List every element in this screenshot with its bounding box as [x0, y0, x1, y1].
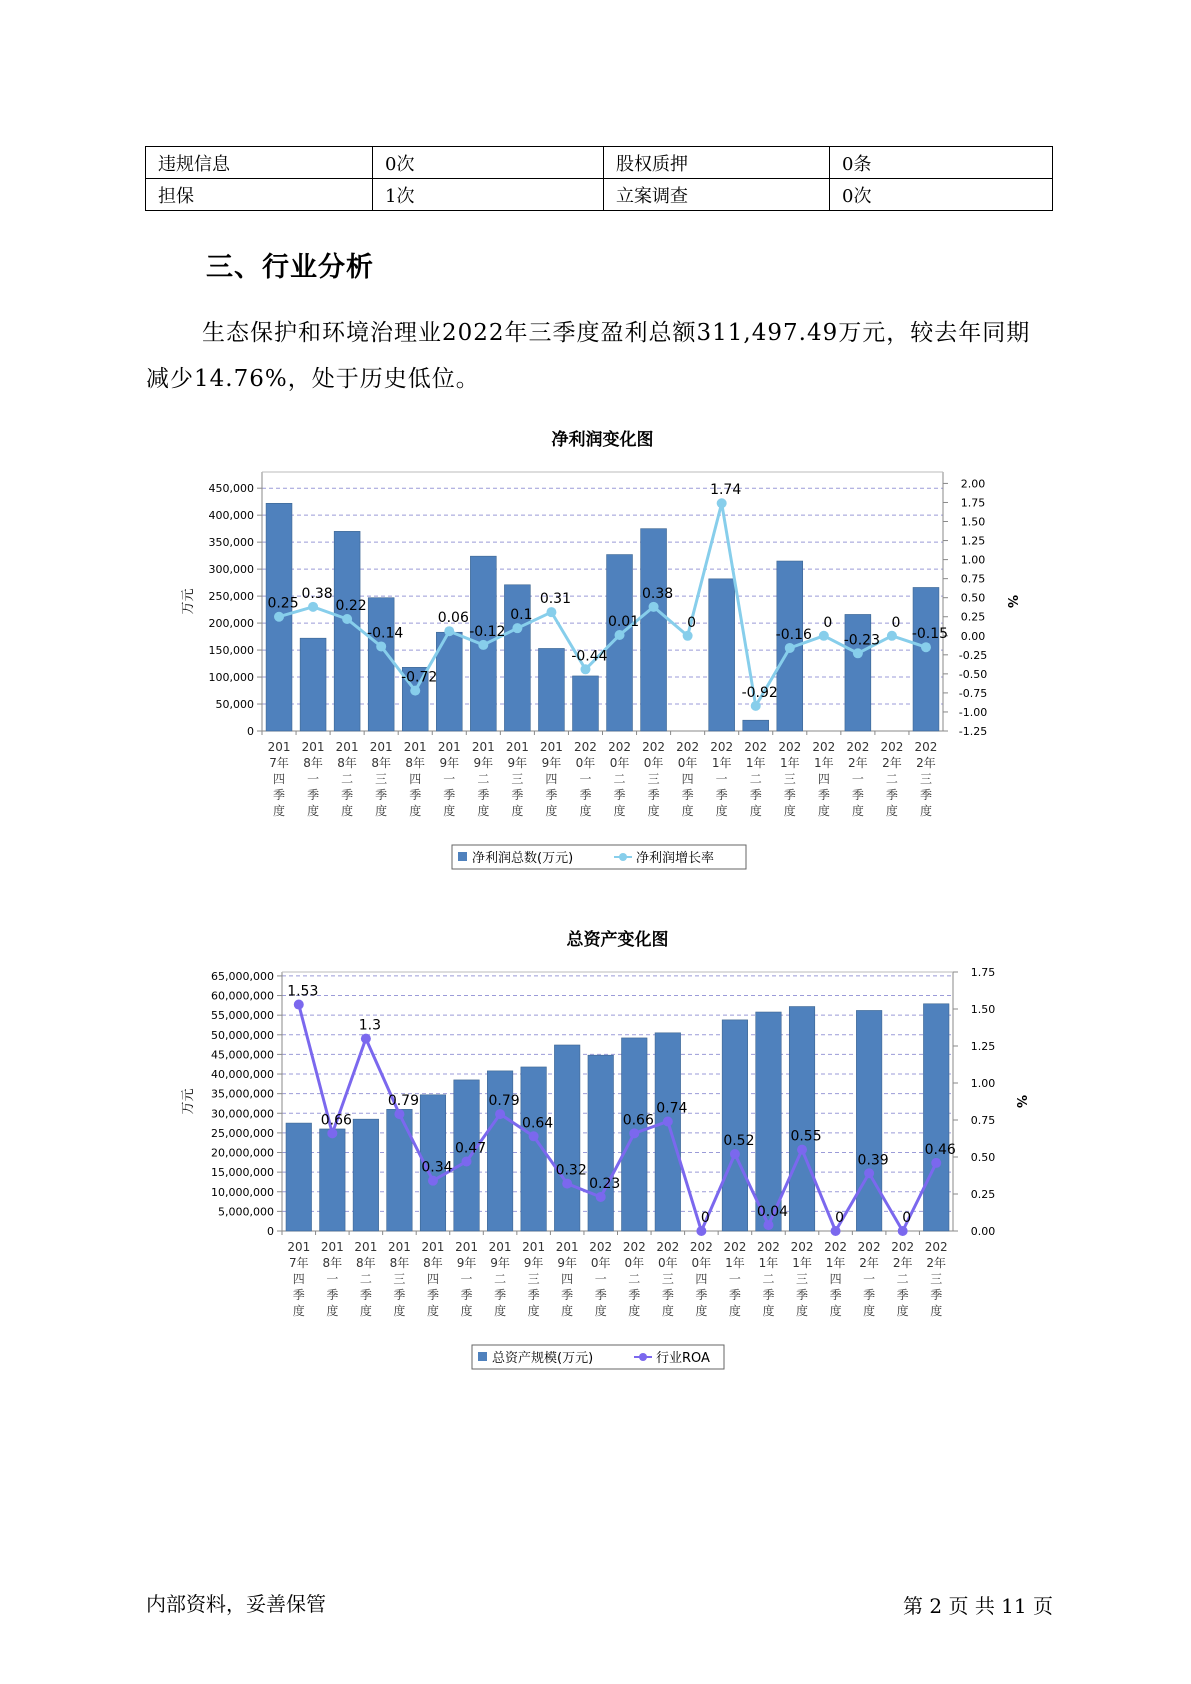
data-label: 0.34	[421, 1159, 453, 1176]
y-tick-label-right: 0.00	[970, 1225, 996, 1238]
data-label: -0.92	[741, 684, 778, 701]
x-tick-label: 202 2年一季度	[857, 1240, 881, 1318]
y-tick-label-left: 300,000	[208, 563, 254, 577]
data-label: 0	[700, 1210, 710, 1226]
legend-line-marker	[639, 1353, 647, 1361]
x-tick-label: 202 1年二季度	[744, 740, 768, 818]
x-tick-label: 201 9年二季度	[488, 1240, 512, 1318]
x-tick-label: 201 9年三季度	[522, 1240, 546, 1318]
line-point	[615, 630, 625, 640]
table-cell: 股权质押	[604, 147, 830, 179]
bar	[368, 598, 394, 731]
line-point	[797, 1145, 807, 1155]
data-label: 0.22	[335, 598, 367, 615]
data-label: 0.1	[510, 607, 533, 624]
y-axis-label-left: 万元	[181, 1088, 196, 1115]
x-tick-label: 202 2年二季度	[880, 740, 904, 818]
chart-title: 总资产变化图	[566, 930, 669, 950]
y-tick-label-left: 400,000	[208, 509, 254, 523]
x-tick-label: 201 8年一季度	[320, 1240, 344, 1318]
table-cell: 0次	[373, 147, 604, 179]
data-label: 0.23	[589, 1175, 621, 1192]
line-point	[819, 631, 829, 641]
y-tick-label-right: 0.75	[960, 572, 986, 586]
table-cell: 0次	[830, 179, 1053, 211]
x-tick-label: 201 8年四季度	[421, 1240, 445, 1318]
x-tick-label: 201 9年一季度	[455, 1240, 478, 1318]
chart-title: 净利润变化图	[551, 430, 654, 450]
x-tick-label: 201 9年二季度	[471, 740, 495, 818]
y-tick-label-right: -0.75	[958, 686, 988, 700]
data-label: 0.31	[539, 591, 572, 608]
data-label: -0.16	[775, 626, 812, 643]
legend-bar-swatch	[478, 1352, 487, 1361]
y-tick-label-left: 150,000	[208, 644, 254, 658]
data-label: 0.25	[267, 595, 299, 612]
line-point	[462, 1156, 472, 1166]
bar	[856, 1010, 881, 1231]
y-tick-label-left: 40,000,000	[211, 1068, 274, 1082]
bar	[334, 531, 360, 731]
y-tick-label-left: 5,000,000	[218, 1205, 274, 1219]
legend-bar-label: 总资产规模(万元)	[492, 1351, 594, 1366]
y-tick-label-left: 45,000,000	[211, 1048, 274, 1062]
table-cell: 立案调查	[604, 179, 830, 211]
x-tick-label: 201 9年四季度	[555, 1240, 579, 1318]
line-point	[342, 614, 352, 624]
x-tick-label: 202 0年二季度	[622, 1240, 646, 1318]
x-tick-label: 201 8年一季度	[301, 740, 325, 818]
table-cell: 违规信息	[146, 147, 373, 179]
bar	[387, 1109, 412, 1231]
y-tick-label-right: 1.50	[960, 515, 986, 529]
y-tick-label-right: 1.00	[970, 1077, 996, 1090]
data-label: 0.38	[641, 585, 674, 602]
table-cell: 担保	[146, 179, 373, 211]
line-point	[931, 1158, 941, 1168]
data-label: 0.64	[522, 1115, 554, 1132]
y-tick-label-right: 0.25	[970, 1188, 996, 1201]
table-cell: 0条	[830, 147, 1053, 179]
line-point	[785, 643, 795, 653]
y-tick-label-right: 1.75	[960, 496, 986, 510]
line-point	[562, 1179, 572, 1189]
table-row	[146, 179, 1053, 211]
x-tick-label: 201 8年三季度	[387, 1240, 411, 1318]
data-label: 0	[902, 1210, 912, 1226]
line-point	[529, 1131, 539, 1141]
y-tick-label-right: 1.25	[970, 1040, 996, 1053]
data-label: 1.53	[287, 983, 319, 1000]
x-tick-label: 202 1年一季度	[710, 740, 734, 818]
legend-line-marker	[619, 853, 627, 861]
bar	[286, 1123, 311, 1231]
y-tick-label-right: 0.25	[960, 610, 986, 624]
data-label: -0.15	[911, 626, 949, 643]
x-tick-label: 202 1年三季度	[778, 740, 802, 818]
y-tick-label-left: 20,000,000	[211, 1146, 274, 1160]
data-label: 0.04	[756, 1204, 789, 1221]
bar	[588, 1055, 613, 1231]
risk-info-table	[145, 146, 1053, 211]
data-label: 0.79	[488, 1093, 520, 1110]
x-tick-label: 202 2年三季度	[914, 740, 938, 818]
line-point	[864, 1168, 874, 1178]
data-label: -0.12	[469, 623, 506, 640]
line-point	[649, 602, 659, 612]
data-label: 0	[687, 614, 697, 631]
y-tick-label-left: 50,000	[215, 698, 254, 712]
table-cell: 1次	[373, 179, 604, 211]
bar	[641, 529, 667, 731]
line-point	[717, 498, 727, 508]
line-point	[444, 626, 454, 636]
x-tick-label: 201 9年三季度	[505, 740, 529, 818]
data-label: 0.52	[723, 1133, 755, 1150]
bar	[756, 1012, 781, 1231]
data-label: 0	[835, 1210, 845, 1226]
y-tick-label-left: 100,000	[208, 671, 254, 685]
y-tick-label-left: 35,000,000	[211, 1087, 274, 1101]
line-point	[898, 1226, 908, 1236]
data-label: 1.74	[710, 482, 742, 499]
bar	[923, 1004, 948, 1231]
x-tick-label: 202 0年一季度	[574, 740, 597, 818]
x-tick-label: 202 1年二季度	[757, 1240, 780, 1318]
x-tick-label: 202 0年三季度	[656, 1240, 680, 1318]
y-tick-label-left: 0	[247, 725, 254, 738]
legend-line-label: 行业ROA	[656, 1351, 710, 1366]
bar	[353, 1119, 378, 1231]
data-label: 0.79	[387, 1093, 420, 1110]
x-tick-label: 202 2年一季度	[846, 740, 870, 818]
data-label: 0	[891, 614, 901, 631]
table-row	[146, 147, 1053, 179]
y-tick-label-left: 50,000,000	[211, 1028, 274, 1042]
bar	[300, 638, 326, 731]
section-heading: 三、行业分析	[206, 252, 374, 283]
y-tick-label-right: 0.50	[960, 591, 986, 605]
y-tick-label-right: 0.75	[970, 1114, 996, 1127]
data-label: 0.74	[656, 1100, 688, 1117]
x-tick-label: 202 1年四季度	[812, 740, 836, 818]
y-axis-label-right: %	[1013, 1094, 1028, 1109]
bar	[554, 1045, 579, 1231]
line-point	[410, 686, 420, 696]
x-tick-label: 201 9年四季度	[539, 740, 563, 818]
y-tick-label-left: 10,000,000	[211, 1185, 274, 1199]
bar	[320, 1129, 345, 1231]
line-point	[308, 602, 318, 612]
bar	[538, 648, 564, 731]
line-point	[428, 1176, 438, 1186]
line-point	[294, 1000, 304, 1010]
bar	[573, 676, 599, 731]
x-tick-label: 201 8年二季度	[335, 740, 359, 818]
y-tick-label-left: 15,000,000	[211, 1166, 274, 1180]
bar	[655, 1033, 680, 1231]
y-tick-label-right: 0.00	[960, 629, 986, 643]
data-label: 0.38	[301, 585, 333, 602]
legend-line-label: 净利润增长率	[636, 851, 715, 866]
footer-page-number: 第 2 页 共 11 页	[903, 1594, 1053, 1618]
line-point	[327, 1128, 337, 1138]
x-tick-label: 202 0年四季度	[689, 1240, 713, 1318]
line-point	[887, 631, 897, 641]
line-point	[376, 641, 386, 651]
y-tick-label-left: 250,000	[208, 590, 254, 604]
data-label: 0.46	[924, 1141, 956, 1158]
y-tick-label-right: -0.50	[958, 667, 988, 681]
x-tick-label: 201 9年一季度	[437, 740, 461, 818]
y-tick-label-right: 1.25	[960, 534, 986, 548]
x-tick-label: 201 7年四季度	[267, 740, 291, 818]
data-label: 0.32	[555, 1162, 587, 1179]
y-tick-label-right: 2.00	[960, 477, 986, 491]
y-tick-label-right: -0.25	[958, 648, 988, 662]
line-point	[696, 1226, 706, 1236]
line-point	[274, 612, 284, 622]
line-point	[495, 1109, 505, 1119]
line-point	[361, 1034, 371, 1044]
x-tick-label: 202 0年四季度	[676, 740, 700, 818]
data-label: 1.3	[358, 1017, 382, 1034]
line-point	[512, 623, 522, 633]
line-point	[580, 664, 590, 674]
y-tick-label-left: 65,000,000	[211, 969, 274, 983]
y-tick-label-right: 0.50	[970, 1151, 996, 1164]
data-label: 0.47	[454, 1140, 487, 1157]
data-label: 0.55	[790, 1128, 822, 1145]
bar	[789, 1007, 814, 1231]
x-tick-label: 202 1年四季度	[824, 1240, 848, 1318]
data-label: 0.01	[607, 614, 640, 631]
y-tick-label-left: 60,000,000	[211, 989, 274, 1003]
y-tick-label-left: 55,000,000	[211, 1009, 274, 1023]
x-tick-label: 202 0年一季度	[589, 1240, 613, 1318]
line-point	[546, 607, 556, 617]
x-tick-label: 202 0年二季度	[608, 740, 631, 818]
line-point	[629, 1128, 639, 1138]
line-point	[596, 1192, 606, 1202]
bar	[913, 587, 939, 731]
line-point	[394, 1109, 404, 1119]
line-point	[751, 701, 761, 711]
data-label: 0	[823, 614, 833, 631]
y-tick-label-right: 1.00	[960, 553, 986, 567]
line-point	[663, 1116, 673, 1126]
data-label: 0.66	[622, 1112, 654, 1129]
y-tick-label-right: 1.75	[970, 966, 996, 979]
y-tick-label-right: -1.25	[958, 725, 988, 738]
x-tick-label: 202 2年三季度	[924, 1240, 948, 1318]
x-tick-label: 202 1年一季度	[723, 1240, 747, 1318]
data-label: -0.44	[571, 648, 608, 665]
legend-bar-label: 净利润总数(万元)	[472, 851, 574, 866]
line-point	[478, 640, 488, 650]
total-assets-chart	[0, 920, 1191, 1380]
data-label: 0.39	[857, 1152, 889, 1169]
data-label: -0.14	[367, 625, 404, 642]
y-tick-label-left: 200,000	[208, 617, 254, 631]
x-tick-label: 202 1年三季度	[790, 1240, 814, 1318]
line-point	[921, 642, 931, 652]
bar	[722, 1020, 747, 1231]
y-axis-label-right: %	[1004, 594, 1019, 609]
x-tick-label: 201 8年三季度	[369, 740, 393, 818]
analysis-paragraph: 生态保护和环境治理业2022年三季度盈利总额311,497.49万元，较去年同期减少14.76%，处于历史低位。	[146, 320, 1031, 392]
line-point	[730, 1149, 740, 1159]
y-tick-label-left: 0	[267, 1225, 274, 1238]
bar	[709, 579, 735, 731]
x-tick-label: 201 8年四季度	[403, 740, 427, 818]
x-tick-label: 201 7年四季度	[287, 1240, 311, 1318]
net-profit-chart	[0, 420, 1191, 890]
y-tick-label-right: -1.00	[958, 705, 988, 719]
footer-confidential-note: 内部资料，妥善保管	[146, 1592, 326, 1616]
line-point	[763, 1220, 773, 1230]
y-tick-label-left: 350,000	[208, 536, 254, 550]
x-tick-label: 202 2年二季度	[891, 1240, 915, 1318]
line-point	[831, 1226, 841, 1236]
y-tick-label-left: 25,000,000	[211, 1126, 274, 1140]
y-tick-label-right: 1.50	[970, 1003, 996, 1016]
bar	[743, 720, 769, 731]
data-label: -0.23	[843, 632, 880, 649]
line-point	[683, 631, 693, 641]
data-label: 0.06	[437, 610, 469, 627]
x-tick-label: 202 0年三季度	[642, 740, 666, 818]
legend-bar-swatch	[458, 852, 467, 861]
data-label: 0.66	[320, 1112, 352, 1129]
y-tick-label-left: 30,000,000	[211, 1107, 274, 1121]
y-tick-label-left: 450,000	[208, 482, 254, 496]
y-axis-label-left: 万元	[181, 588, 196, 615]
line-point	[853, 648, 863, 658]
x-tick-label: 201 8年二季度	[354, 1240, 378, 1318]
data-label: -0.72	[401, 669, 438, 686]
